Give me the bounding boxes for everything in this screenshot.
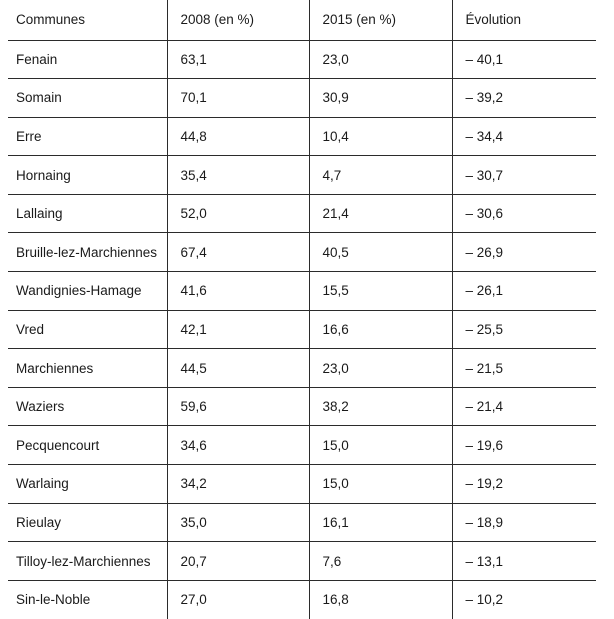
cell-2008: 42,1 (167, 310, 309, 349)
cell-commune: Lallaing (8, 194, 167, 233)
cell-2015: 15,0 (309, 426, 452, 465)
table-header (8, 0, 596, 40)
table-row (8, 542, 596, 581)
cell-commune: Vred (8, 310, 167, 349)
cell-2015: 7,6 (309, 542, 452, 581)
cell-evolution: – 26,1 (452, 272, 596, 311)
cell-evolution: – 26,9 (452, 233, 596, 272)
cell-commune: Warlaing (8, 465, 167, 504)
cell-evolution: – 30,7 (452, 156, 596, 195)
table-row (8, 117, 596, 156)
cell-evolution: – 13,1 (452, 542, 596, 581)
cell-evolution: – 19,2 (452, 465, 596, 504)
cell-evolution: – 19,6 (452, 426, 596, 465)
cell-2008: 67,4 (167, 233, 309, 272)
cell-2015: 15,5 (309, 272, 452, 311)
cell-commune: Tilloy-lez-Marchiennes (8, 542, 167, 581)
table-row (8, 310, 596, 349)
header-communes: Communes (8, 0, 167, 40)
cell-2015: 23,0 (309, 349, 452, 388)
cell-evolution: – 39,2 (452, 79, 596, 118)
header-2008: 2008 (en %) (167, 0, 309, 40)
header-evolution: Évolution (452, 0, 596, 40)
cell-commune: Pecquencourt (8, 426, 167, 465)
cell-evolution: – 25,5 (452, 310, 596, 349)
communes-table (8, 0, 596, 619)
cell-2015: 30,9 (309, 79, 452, 118)
cell-2008: 44,8 (167, 117, 309, 156)
cell-2015: 16,8 (309, 580, 452, 619)
cell-2008: 44,5 (167, 349, 309, 388)
cell-2015: 15,0 (309, 465, 452, 504)
cell-2015: 10,4 (309, 117, 452, 156)
cell-commune: Somain (8, 79, 167, 118)
table-body (8, 40, 596, 619)
table-row (8, 40, 596, 79)
cell-evolution: – 30,6 (452, 194, 596, 233)
cell-commune: Waziers (8, 387, 167, 426)
cell-commune: Rieulay (8, 503, 167, 542)
cell-evolution: – 21,5 (452, 349, 596, 388)
cell-2008: 20,7 (167, 542, 309, 581)
cell-2008: 59,6 (167, 387, 309, 426)
cell-evolution: – 18,9 (452, 503, 596, 542)
cell-commune: Hornaing (8, 156, 167, 195)
cell-2015: 4,7 (309, 156, 452, 195)
cell-2008: 63,1 (167, 40, 309, 79)
cell-commune: Erre (8, 117, 167, 156)
table-row (8, 194, 596, 233)
header-row (8, 0, 596, 40)
table-row (8, 233, 596, 272)
cell-2008: 35,4 (167, 156, 309, 195)
cell-2008: 27,0 (167, 580, 309, 619)
table-row (8, 503, 596, 542)
table-row (8, 580, 596, 619)
cell-commune: Bruille-lez-Marchiennes (8, 233, 167, 272)
table-row (8, 349, 596, 388)
header-2015: 2015 (en %) (309, 0, 452, 40)
cell-evolution: – 21,4 (452, 387, 596, 426)
cell-commune: Sin-le-Noble (16, 592, 91, 608)
cell-2008: 52,0 (167, 194, 309, 233)
cell-2015: 23,0 (309, 40, 452, 79)
table-row (8, 156, 596, 195)
table-row (8, 79, 596, 118)
cell-2008: 35,0 (167, 503, 309, 542)
cell-2015: 40,5 (309, 233, 452, 272)
cell-2008: 41,6 (167, 272, 309, 311)
cell-2015: 21,4 (309, 194, 452, 233)
table-row (8, 387, 596, 426)
cell-evolution: – 10,2 (452, 580, 596, 619)
cell-evolution: – 40,1 (452, 40, 596, 79)
table-row (8, 272, 596, 311)
table-row (8, 465, 596, 504)
cell-evolution: – 34,4 (452, 117, 596, 156)
cell-2008: 34,2 (167, 465, 309, 504)
cell-2008: 34,6 (167, 426, 309, 465)
table-row (8, 426, 596, 465)
cell-commune: Marchiennes (8, 349, 167, 388)
cell-2015: 16,6 (309, 310, 452, 349)
cell-2008: 70,1 (167, 79, 309, 118)
cell-commune: Fenain (8, 40, 167, 79)
cell-2015: 38,2 (309, 387, 452, 426)
cell-2015: 16,1 (309, 503, 452, 542)
cell-commune: Wandignies-Hamage (8, 272, 167, 311)
